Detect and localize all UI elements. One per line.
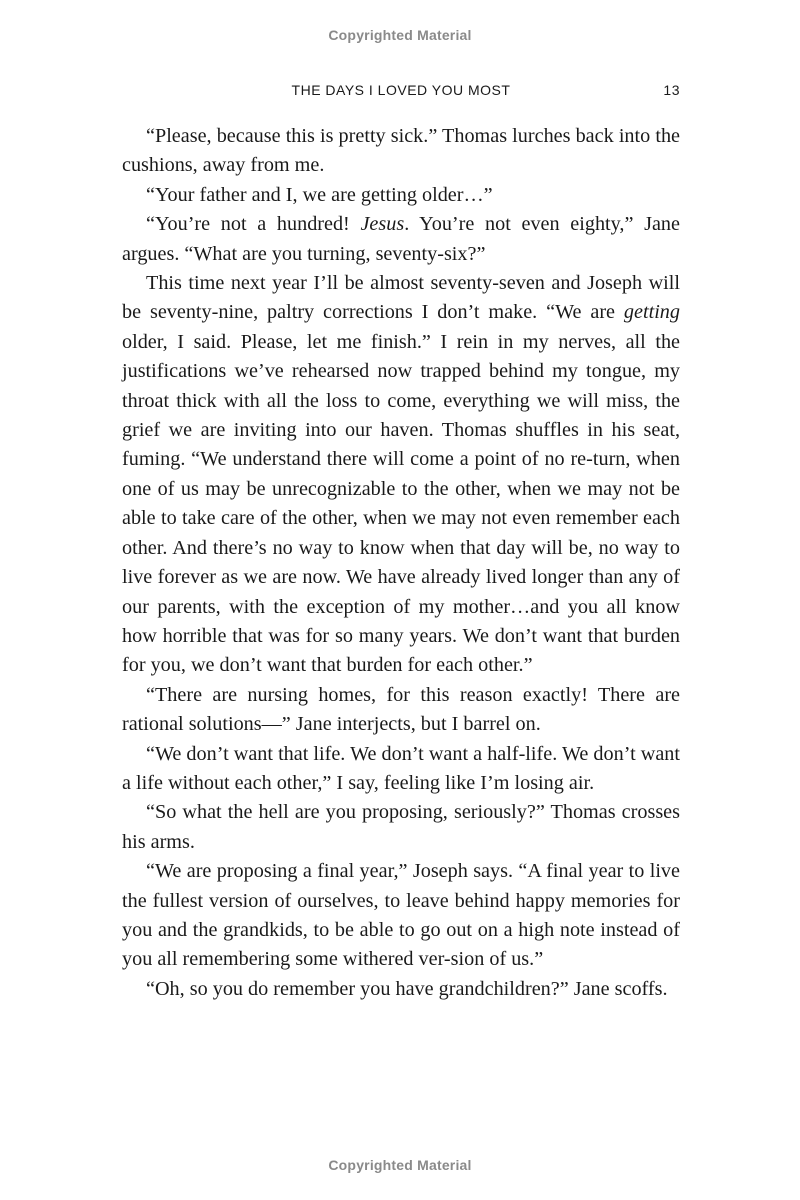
text-run: “We are proposing a final year,” Joseph says. “A final year to live the fullest version of ourselves, to leave behind happy memories for you and the grandkids, to be able to go out on a high note instead of you all remembering some withered ver-sion of us.”	[122, 860, 680, 971]
paragraph	[122, 798, 680, 857]
paragraph	[122, 210, 680, 269]
copyright-watermark-top: Copyrighted Material	[328, 27, 472, 43]
paragraph	[122, 857, 680, 975]
running-title: THE DAYS I LOVED YOU MOST	[291, 82, 511, 98]
text-run: . You’re not even eighty,” Jane argues. “What are you turning, seventy-six?”	[122, 213, 680, 265]
text-run: “Please, because this is pretty sick.” Thomas lurches back into the cushions, away from me.	[122, 125, 680, 177]
paragraph	[122, 681, 680, 740]
text-run: older, I said. Please, let me finish.” I rein in my nerves, all the justifications we’ve rehearsed now trapped behind my tongue, my throat thick with all the loss to come, everything we will miss, the grief we are inviting into our haven. Thomas shuffles in his seat, fuming. “We understand there will come a point of no re-turn, when one of us may be unrecognizable to the other, when we may not be able to take care of the other, when we may not even remember each other. And there’s no way to know when that day will be, no way to live forever as we are now. We have already lived longer than any of our parents, with the exception of my mother…and you all know how horrible that was for so many years. We don’t want that burden for you, we don’t want that burden for each other.”	[122, 330, 680, 677]
italic-text-run: Jesus	[360, 213, 405, 236]
text-run: “We don’t want that life. We don’t want a half-life. We don’t want a life without each other,” I say, feeling like I’m losing air.	[122, 742, 680, 794]
text-run: “So what the hell are you proposing, seriously?” Thomas crosses his arms.	[122, 801, 680, 853]
copyright-watermark-bottom: Copyrighted Material	[328, 1157, 472, 1173]
paragraph	[122, 740, 680, 799]
italic-text-run: getting	[623, 301, 680, 324]
page-number: 13	[663, 82, 680, 98]
text-run: “You’re not a hundred!	[146, 213, 361, 236]
running-header	[122, 80, 680, 102]
text-run: This time next year I’ll be almost seventy-seven and Joseph will be seventy-nine, paltry corrections I don’t make. “We are	[122, 272, 680, 324]
paragraph	[122, 269, 680, 681]
paragraph	[122, 181, 680, 210]
body-text	[122, 122, 680, 1004]
text-run: “Your father and I, we are getting older…”	[146, 183, 493, 206]
paragraph	[122, 975, 680, 1004]
text-run: “Oh, so you do remember you have grandchildren?” Jane scoffs.	[146, 977, 668, 1000]
text-run: “There are nursing homes, for this reason exactly! There are rational solutions—” Jane interjects, but I barrel on.	[122, 683, 680, 736]
paragraph	[122, 122, 680, 181]
